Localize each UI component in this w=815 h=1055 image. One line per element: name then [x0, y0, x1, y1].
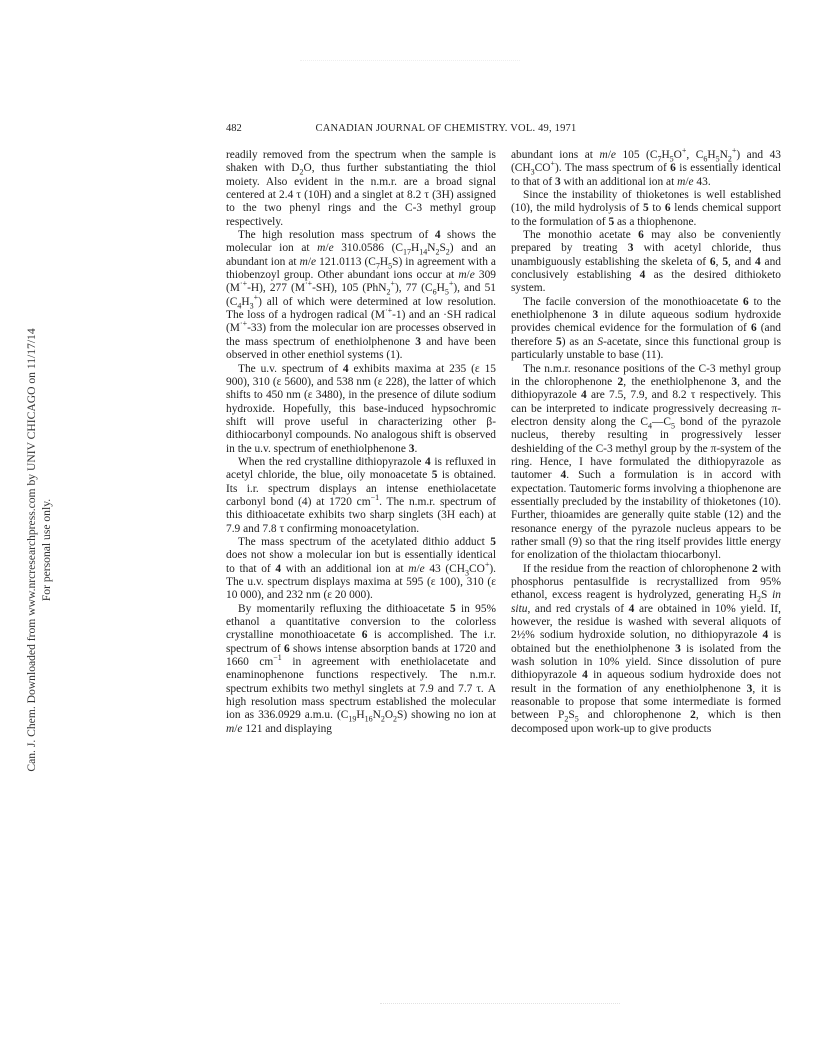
- download-notice-line1: Can. J. Chem. Downloaded from www.nrcresearchpress.com by UNIV CHICAGO on 11/17/14: [25, 328, 38, 772]
- journal-title: CANADIAN JOURNAL OF CHEMISTRY. VOL. 49, 1971: [315, 123, 577, 134]
- paragraph: The n.m.r. resonance positions of the C-3 methyl group in the chlorophenone 2, the enethiolphenone 3, and the dithiopyrazole 4 are 7.5, 7.9, and 8.2 τ respectively. This can be interpreted to indicate progressively decreasing π-electron density along the $C_4—C_5$ bond of the pyrazole nucleus, thereby resulting in progressively lesser deshielding of the C-3 methyl group by the π-system of the ring. Hence, I have formulated the dithiopyrazole as tautomer 4. Such a formulation is in accord with expectation. Tautomeric forms involving a thiophenone are essentially precluded by the instability of thioketones (10). Further, thioamides are generally quite stable (12) and the resonance energy of the pyrazole nucleus appears to be rather small (9) so that the ring itself provides little energy for enolization of the thiolactam thiocarbonyl.: [511, 362, 782, 562]
- download-notice: [24, 270, 60, 830]
- page-number: 482: [226, 123, 242, 134]
- left-column: [226, 149, 496, 736]
- right-column: [511, 146, 782, 736]
- paragraph: The mass spectrum of the acetylated dithio adduct 5 does not show a molecular ion but is essentially identical to that of 4 with an additional ion at m/e 43 $(CH_3CO^+)$. The u.v. spectrum displays maxima at 595 (ε 100), 310 (ε 10 000), and 232 nm (ε 20 000).: [226, 535, 496, 602]
- paragraph: readily removed from the spectrum when the sample is shaken with $D_2O$, thus further substantiating the thiol moiety. Also evident in the n.m.r. are a broad signal centered at 2.4 τ (10H) and a singlet at 8.2 τ (3H) assigned to the two phenyl rings and the C-3 methyl group respectively.: [226, 149, 496, 228]
- paragraph: abundant ions at m/e 105 ($C_7H_5O^+$, $C_6H_5N_2^+$) and 43 $(CH_3CO^+)$. The mass spectrum of 6 is essentially identical to that of 3 with an additional ion at m/e 43.: [511, 146, 781, 188]
- scan-artifact-bottom: [380, 1003, 620, 1008]
- paragraph: By momentarily refluxing the dithioacetate 5 in 95% ethanol a quantitative conversion to the colorless crystalline monothioacetate 6 is accomplished. The i.r. spectrum of 6 shows intense absorption bands at 1720 and 1660 $cm^{-1}$ in agreement with enethiolacetate and enaminophenone functions respectively. The n.m.r. spectrum exhibits two methyl singlets at 7.9 and 7.7 τ. A high resolution mass spectrum established the molecular ion as 336.0929 a.m.u. $(C_{19}H_{16}N_2O_2S)$ showing no ion at m/e 121 and displaying: [226, 602, 497, 735]
- paragraph: The monothio acetate 6 may also be conveniently prepared by treating 3 with acetyl chloride, thus unambiguously establishing the skeleta of 6, 5, and 4 and conclusively establishing 4 as the desired dithioketo system.: [511, 229, 781, 295]
- paragraph: The facile conversion of the monothioacetate 6 to the enethiolphenone 3 in dilute aqueous sodium hydroxide provides chemical evidence for the formulation of 6 (and therefore 5) as an S-acetate, since this functional group is particularly unstable to base (11).: [511, 295, 782, 362]
- paragraph: The u.v. spectrum of 4 exhibits maxima at 235 (ε 15 900), 310 (ε 5600), and 538 nm (ε 228), the latter of which shifts to 450 nm (ε 3480), in the presence of dilute sodium hydroxide. Hopefully, this base-induced hypsochromic shift will prove useful in characterizing other β-dithiocarbonyl compounds. No analogous shift is observed in the u.v. spectrum of enethiolphenone 3.: [226, 362, 497, 455]
- scan-artifact-top: [300, 60, 520, 65]
- download-notice-line2: For personal use only.: [40, 498, 53, 602]
- paragraph: When the red crystalline dithiopyrazole 4 is refluxed in acetyl chloride, the blue, oily monoacetate 5 is obtained. Its i.r. spectrum displays an intense enethiolacetate carbonyl bond (4) at 1720 $cm^{-1}$. The n.m.r. spectrum of this dithioacetate exhibits two sharp singlets (3H each) at 7.9 and 7.8 τ confirming monoacetylation.: [226, 455, 496, 535]
- paragraph: Since the instability of thioketones is well established (10), the mild hydrolysis of 5 to 6 lends chemical support to the formulation of 5 as a thiophenone.: [511, 189, 781, 228]
- paragraph: If the residue from the reaction of chlorophenone 2 with phosphorus pentasulfide is recrystallized from 95% ethanol, excess reagent is hydrolyzed, generating $H_2S$ in situ, and red crystals of 4 are obtained in 10% yield. If, however, the residue is washed with several aliquots of 2½% sodium hydroxide solution, no dithiopyrazole 4 is obtained but the enethiolphenone 3 is isolated from the wash solution in 10% yield. Since dissolution of pure dithiopyrazole 4 in aqueous sodium hydroxide does not result in the formation of any enethiolphenone 3, it is reasonable to propose that some intermediate is formed between $P_2S_5$ and chlorophenone 2, which is then decomposed upon work-up to give products: [511, 562, 782, 735]
- paragraph: The high resolution mass spectrum of 4 shows the molecular ion at m/e 310.0586 $(C_{17}H_{14}N_2S_2)$ and an abundant ion at m/e 121.0113 $(C_7H_5S)$ in agreement with a thiobenzoyl group. Other abundant ions occur at m/e 309 (M·+-H), 277 (M·+-SH), 105 (PhN$_2$+), 77 $(C_6H_5^+)$, and 51 $(C_4H_3^+)$ all of which were determined at low resolution. The loss of a hydrogen radical (M·+-1) and an ·SH radical (M·+-33) from the molecular ion are processes observed in the mass spectrum of enethiolphenone 3 and have been observed in other enethiol systems (1).: [226, 229, 497, 362]
